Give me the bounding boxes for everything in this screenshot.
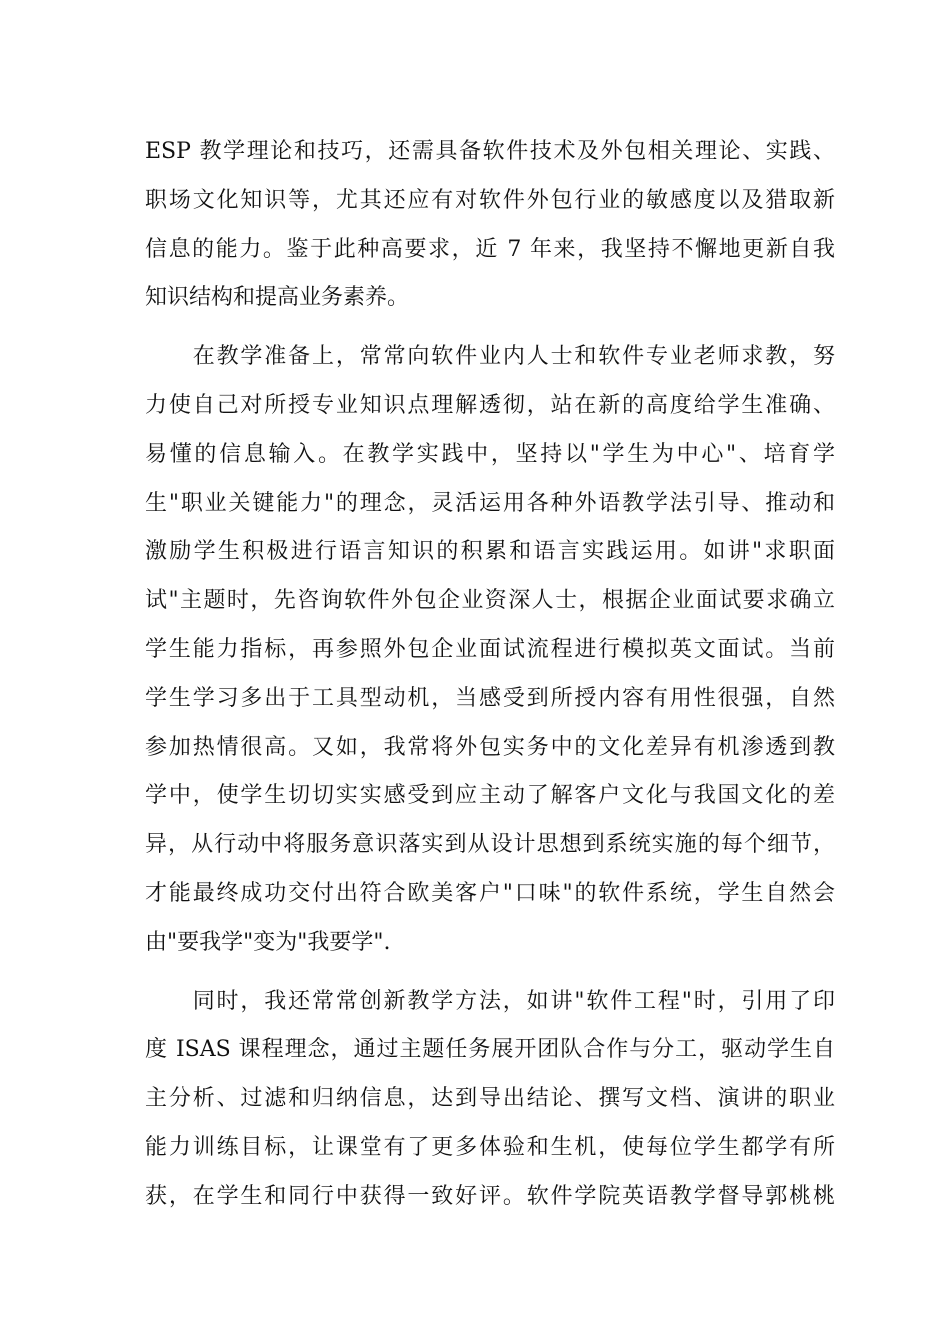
text-line: 能力训练目标，让课堂有了更多体验和生机，使每位学生都学有所 — [145, 1134, 835, 1160]
text-line: 信息的能力。鉴于此种高要求，近 7 年来，我坚持不懈地更新自我 — [145, 236, 835, 262]
text-line: ESP 教学理论和技巧，还需具备软件技术及外包相关理论、实践、 — [145, 139, 835, 164]
text-line: 获，在学生和同行中获得一致好评。软件学院英语教学督导郭桃桃 — [145, 1183, 835, 1209]
text-line: 知识结构和提高业务素养。 — [145, 285, 410, 311]
text-line: 力使自己对所授专业知识点理解透彻，站在新的高度给学生准确、 — [145, 392, 835, 418]
text-line: 学生能力指标，再参照外包企业面试流程进行模拟英文面试。当前 — [145, 636, 835, 662]
text-line: 才能最终成功交付出符合欧美客户"口味"的软件系统，学生自然会 — [145, 880, 835, 906]
text-line: 激励学生积极进行语言知识的积累和语言实践运用。如讲"求职面 — [145, 539, 835, 565]
text-line: 异，从行动中将服务意识落实到从设计思想到系统实施的每个细节， — [145, 832, 835, 858]
text-line: 参加热情很高。又如，我常将外包实务中的文化差异有机渗透到教 — [145, 734, 835, 760]
text-line: 由"要我学"变为"我要学". — [145, 929, 391, 955]
paragraph-1 — [145, 128, 835, 323]
text-line: 职场文化知识等，尤其还应有对软件外包行业的敏感度以及猎取新 — [145, 187, 835, 213]
text-line: 试"主题时，先咨询软件外包企业资深人士，根据企业面试要求确立 — [145, 588, 835, 614]
text-line: 学生学习多出于工具型动机，当感受到所授内容有用性很强，自然 — [145, 685, 835, 711]
text-line: 易懂的信息输入。在教学实践中，坚持以"学生为中心"、培育学 — [145, 441, 835, 467]
text-line: 生"职业关键能力"的理念，灵活运用各种外语教学法引导、推动和 — [145, 490, 835, 516]
paragraph-3 — [145, 978, 835, 1222]
text-line: 同时，我还常常创新教学方法，如讲"软件工程"时，引用了印 — [145, 988, 835, 1014]
text-line: 在教学准备上，常常向软件业内人士和软件专业老师求教，努 — [145, 344, 835, 370]
text-line: 学中，使学生切切实实感受到应主动了解客户文化与我国文化的差 — [145, 783, 835, 809]
paragraph-2 — [145, 333, 835, 967]
text-line: 度 ISAS 课程理念，通过主题任务展开团队合作与分工，驱动学生自 — [145, 1037, 835, 1063]
text-line: 主分析、过滤和归纳信息，达到导出结论、撰写文档、演讲的职业 — [145, 1086, 835, 1112]
document-body — [145, 128, 835, 1232]
